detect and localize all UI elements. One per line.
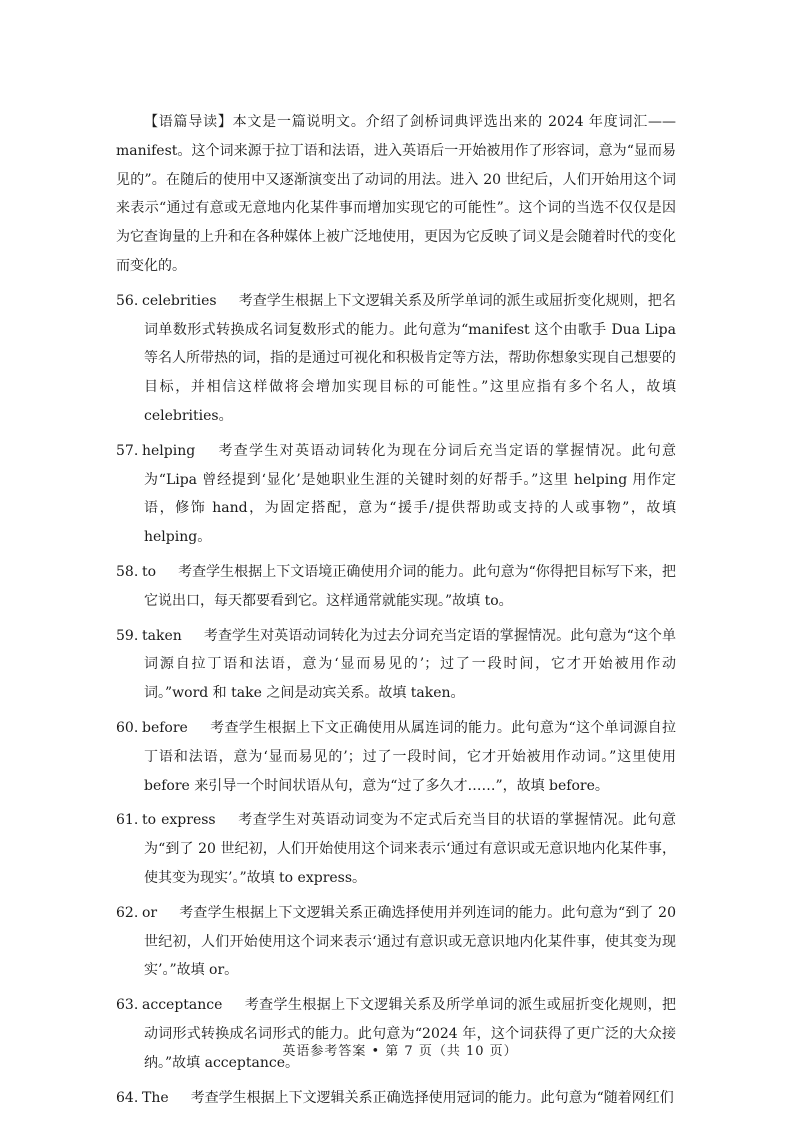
item-number: 56. [116,292,139,309]
item-number: 61. [116,812,139,829]
item-answer: to [142,563,157,580]
page-footer: 英语参考答案 • 第 7 页（共 10 页） [282,1044,518,1059]
item-answer: taken [142,627,182,644]
item-explanation: 考查学生对英语动词转化为现在分词后充当定语的掌握情况。此句意为“Lipa 曾经提到‘显化’是她职业生涯的关键时刻的好帮手。”这里 helping 用作定语，修饰 hand，为固定搭配，意为“援手/提供帮助或支持的人或事物”，故填 helping。 [144,442,676,546]
answer-item [116,714,676,800]
item-number: 63. [116,997,139,1014]
reading-guide-paragraph [116,108,676,281]
item-answer: acceptance [142,997,223,1014]
reading-guide-text: 本文是一篇说明文。介绍了剑桥词典评选出来的 2024 年度词汇——manifest。这个词来源于拉丁语和法语，进入英语后一开始被用作了形容词，意为“显而易见的”。在随后的使用中又逐渐演变出了动词的用法。进入 20 世纪后，人们开始用这个词来表示“通过有意或无意地内化某件事而增加实现它的可能性”。这个词的当选不仅仅是因为它查询量的上升和在各种媒体上被广泛地使用，更因为它反映了词义是会随着时代的变化而变化的。 [116,114,677,274]
item-answer: before [142,719,188,736]
item-explanation: 考查学生对英语动词转化为过去分词充当定语的掌握情况。此句意为“这个单词源自拉丁语和法语，意为‘显而易见的’；过了一段时间，它才开始被用作动词。”word 和 take 之间是动宾关系。故填 taken。 [144,627,676,702]
answer-item [116,622,676,708]
answer-item [116,991,676,1077]
item-number: 58. [116,563,139,580]
item-explanation: 考查学生根据上下文语境正确使用介词的能力。此句意为“你得把目标写下来，把它说出口，每天都要看到它。这样通常就能实现。”故填 to。 [144,563,676,609]
answer-item [116,1084,676,1113]
item-explanation: 考查学生根据上下文逻辑关系及所学单词的派生或屈折变化规则，把动词形式转换成名词形式的能力。此句意为“2024 年，这个词获得了更广泛的大众接纳。”故填 acceptance。 [144,997,676,1071]
item-number: 64. [116,1089,139,1106]
item-number: 62. [116,904,139,921]
answer-item [116,287,676,431]
answer-item [116,806,676,892]
item-number: 59. [116,627,139,644]
item-answer: or [142,904,158,921]
item-number: 60. [116,719,139,736]
item-explanation: 考查学生根据上下文逻辑关系及所学单词的派生或屈折变化规则，把名词单数形式转换成名词复数形式的能力。此句意为“manifest 这个由歌手 Dua Lipa 等名人所带热的词，指的是通过可视化和积极肯定等方法，帮助你想象实现自己想要的目标，并相信这样做将会增加实现目标的可能性。”这里应指有多个名人，故填 celebrities。 [144,292,676,424]
item-explanation: 考查学生对英语动词变为不定式后充当目的状语的掌握情况。此句意为“到了 20 世纪初，人们开始使用这个词来表示‘通过有意识或无意识地内化某件事，使其变为现实’。”故填 to express。 [144,812,676,886]
item-explanation: 考查学生根据上下文逻辑关系正确选择使用冠词的能力。此句意为“随着网红们 [190,1089,674,1106]
answer-item-list [116,287,676,1113]
item-answer: celebrities [142,292,217,309]
item-explanation: 考查学生根据上下文正确使用从属连词的能力。此句意为“这个单词源自拉丁语和法语，意为‘显而易见的’；过了一段时间，它才开始被用作动词。”这里使用 before 来引导一个时间状语从句，意为“过了多久才……”，故填 before。 [144,719,676,794]
item-answer: helping [142,442,196,459]
answer-item [116,558,676,616]
reading-guide-tag: 【语篇导读】 [144,114,233,130]
item-answer: to express [142,812,216,829]
answer-explanations [116,108,676,1118]
answer-item [116,437,676,552]
item-number: 57. [116,442,139,459]
answer-item [116,899,676,985]
item-explanation: 考查学生根据上下文逻辑关系正确选择使用并列连词的能力。此句意为“到了 20 世纪初，人们开始使用这个词来表示‘通过有意识或无意识地内化某件事，使其变为现实’。”故填 or。 [144,904,676,979]
item-answer: The [142,1089,169,1106]
